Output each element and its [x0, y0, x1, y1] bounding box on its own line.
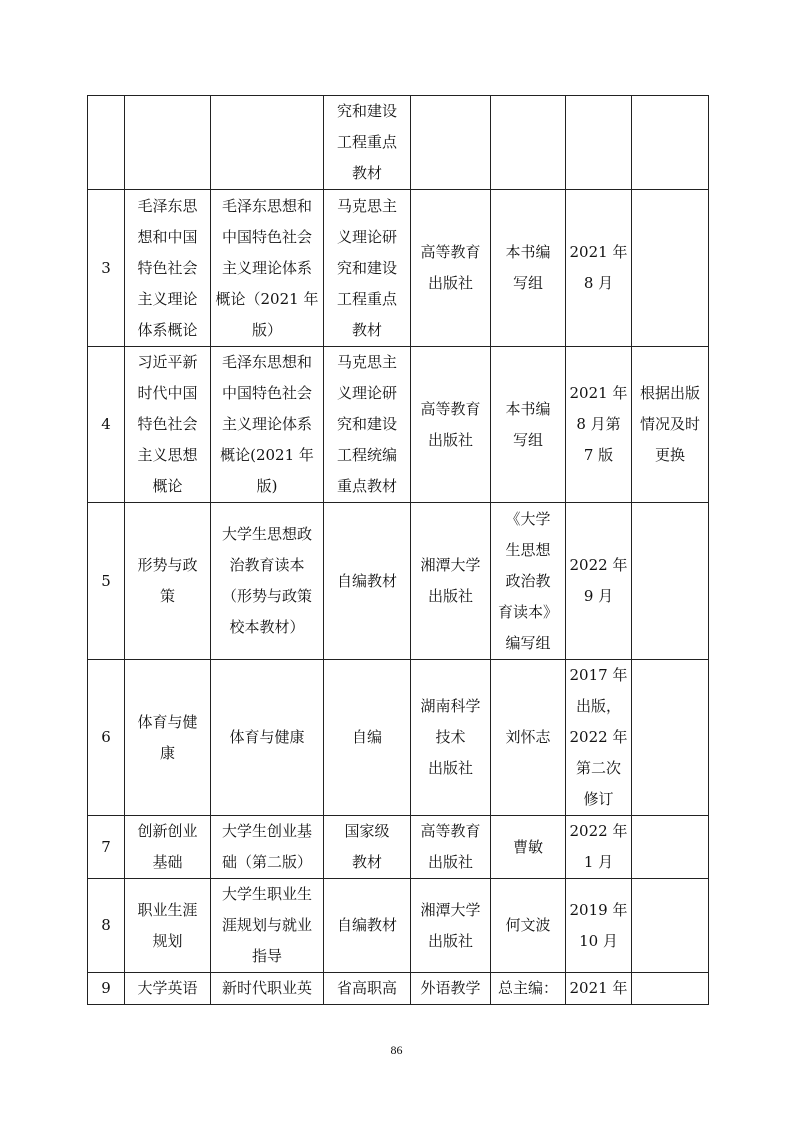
cell-publisher: 高等教育 出版社 [411, 347, 491, 503]
cell-author: 《大学 生思想 政治教 育读本》 编写组 [491, 503, 566, 660]
cell-date: 2021 年 8 月 [566, 190, 632, 347]
cell-textbook: 毛泽东思想和 中国特色社会 主义理论体系 概论（2021 年 版） [211, 190, 324, 347]
cell-publisher: 高等教育 出版社 [411, 190, 491, 347]
cell-type: 马克思主 义理论研 究和建设 工程统编 重点教材 [324, 347, 411, 503]
cell-date: 2021 年 [566, 973, 632, 1005]
cell-date [566, 96, 632, 190]
cell-author: 本书编 写组 [491, 190, 566, 347]
cell-note [632, 190, 709, 347]
table-row [88, 347, 709, 503]
cell-publisher: 湘潭大学 出版社 [411, 503, 491, 660]
cell-no [88, 96, 125, 190]
cell-author: 何文波 [491, 879, 566, 973]
cell-course: 职业生涯 规划 [125, 879, 211, 973]
cell-note [632, 660, 709, 816]
cell-course: 创新创业 基础 [125, 816, 211, 879]
cell-publisher: 湖南科学 技术 出版社 [411, 660, 491, 816]
table-row [88, 816, 709, 879]
cell-note [632, 879, 709, 973]
cell-no: 4 [88, 347, 125, 503]
cell-course: 习近平新 时代中国 特色社会 主义思想 概论 [125, 347, 211, 503]
cell-date: 2017 年 出版， 2022 年 第二次 修订 [566, 660, 632, 816]
cell-publisher: 外语教学 [411, 973, 491, 1005]
cell-author: 本书编 写组 [491, 347, 566, 503]
cell-author: 总主编： [491, 973, 566, 1005]
cell-textbook: 毛泽东思想和 中国特色社会 主义理论体系 概论(2021 年 版) [211, 347, 324, 503]
cell-textbook [211, 96, 324, 190]
cell-type: 马克思主 义理论研 究和建设 工程重点 教材 [324, 190, 411, 347]
cell-publisher: 高等教育 出版社 [411, 816, 491, 879]
cell-date: 2022 年 1 月 [566, 816, 632, 879]
cell-type: 究和建设 工程重点 教材 [324, 96, 411, 190]
table-row [88, 96, 709, 190]
cell-no: 8 [88, 879, 125, 973]
cell-publisher: 湘潭大学 出版社 [411, 879, 491, 973]
table-row [88, 190, 709, 347]
cell-type: 自编教材 [324, 879, 411, 973]
cell-type: 省高职高 [324, 973, 411, 1005]
cell-no: 5 [88, 503, 125, 660]
cell-textbook: 新时代职业英 [211, 973, 324, 1005]
cell-course: 形势与政 策 [125, 503, 211, 660]
cell-note [632, 96, 709, 190]
cell-type: 自编教材 [324, 503, 411, 660]
cell-course: 毛泽东思 想和中国 特色社会 主义理论 体系概论 [125, 190, 211, 347]
cell-type: 国家级 教材 [324, 816, 411, 879]
table-row [88, 973, 709, 1005]
cell-course: 体育与健 康 [125, 660, 211, 816]
cell-no: 9 [88, 973, 125, 1005]
cell-textbook: 大学生思想政 治教育读本 （形势与政策 校本教材） [211, 503, 324, 660]
cell-publisher [411, 96, 491, 190]
cell-date: 2019 年 10 月 [566, 879, 632, 973]
table-row [88, 660, 709, 816]
cell-note [632, 973, 709, 1005]
table-row [88, 879, 709, 973]
cell-course [125, 96, 211, 190]
cell-note: 根据出版 情况及时 更换 [632, 347, 709, 503]
cell-author: 曹敏 [491, 816, 566, 879]
cell-date: 2022 年 9 月 [566, 503, 632, 660]
cell-date: 2021 年 8 月第 7 版 [566, 347, 632, 503]
cell-textbook: 大学生职业生 涯规划与就业 指导 [211, 879, 324, 973]
cell-note [632, 503, 709, 660]
cell-textbook: 体育与健康 [211, 660, 324, 816]
page-number: 86 [390, 1043, 403, 1057]
cell-no: 7 [88, 816, 125, 879]
cell-author: 刘怀志 [491, 660, 566, 816]
textbook-table [87, 95, 709, 1005]
cell-no: 6 [88, 660, 125, 816]
cell-no: 3 [88, 190, 125, 347]
cell-textbook: 大学生创业基 础（第二版） [211, 816, 324, 879]
table-row [88, 503, 709, 660]
cell-note [632, 816, 709, 879]
cell-type: 自编 [324, 660, 411, 816]
cell-author [491, 96, 566, 190]
cell-course: 大学英语 [125, 973, 211, 1005]
